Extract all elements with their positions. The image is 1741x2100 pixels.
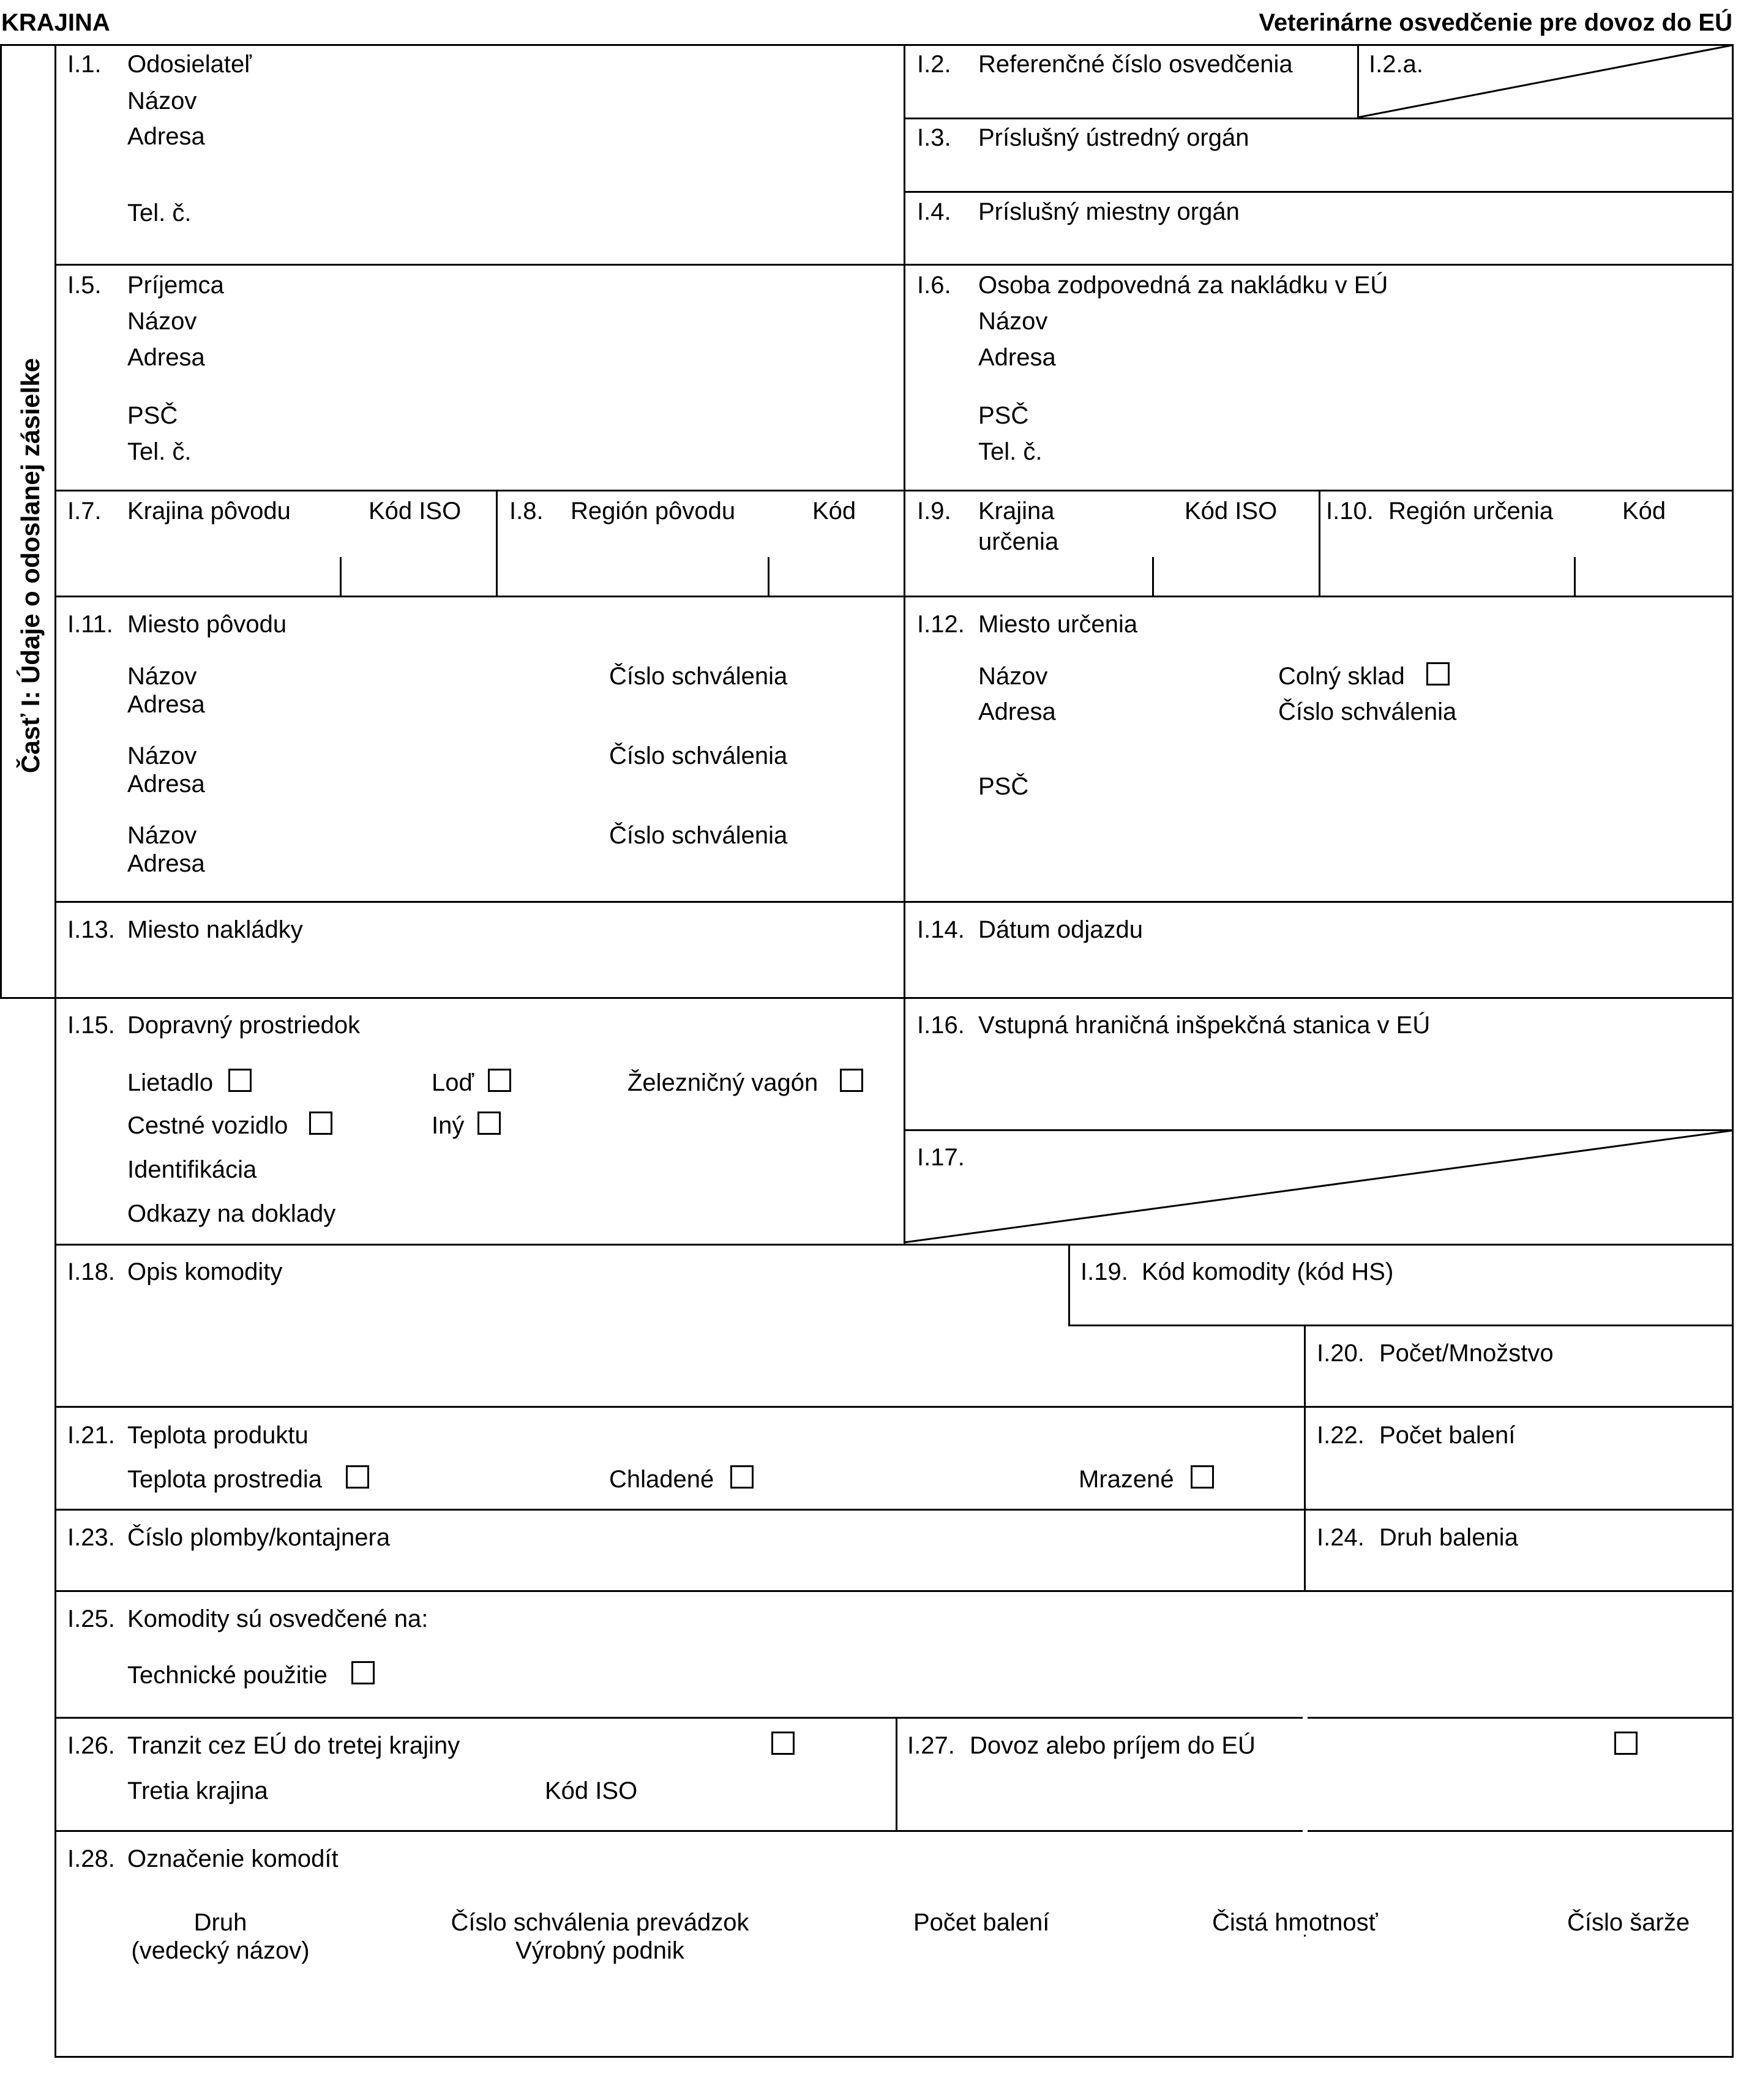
i19-number: I.19.: [1080, 1258, 1128, 1285]
i10-number: I.10.: [1326, 498, 1374, 525]
i18-number: I.18.: [67, 1258, 115, 1285]
i24-title: Druh balenia: [1379, 1524, 1518, 1551]
i28-col-approval-line1: Číslo schválenia prevádzok: [451, 1909, 749, 1936]
i9-title-line2: určenia: [978, 528, 1059, 555]
i3-bottom-line: [904, 191, 1734, 193]
i15-road-label: Cestné vozidlo: [127, 1112, 288, 1139]
i11-approval-2: Číslo schválenia: [609, 742, 788, 769]
i15-rail-label: Železničný vagón: [627, 1069, 818, 1096]
i11-number: I.11.: [67, 611, 113, 638]
row-line-i28: [54, 1830, 1734, 1832]
i2-title: Referenčné číslo osvedčenia: [978, 51, 1293, 78]
i3-title: Príslušný ústredný orgán: [978, 124, 1249, 151]
i7-title: Krajina pôvodu: [127, 498, 291, 525]
i26-checkbox[interactable]: [771, 1732, 795, 1755]
i15-documents: Odkazy na doklady: [127, 1200, 336, 1227]
i28-col-species-line1: Druh: [193, 1909, 247, 1936]
i12-approval: Číslo schválenia: [1278, 698, 1457, 725]
i11-address-2: Adresa: [127, 771, 205, 798]
i21-number: I.21.: [67, 1422, 115, 1449]
i22-number: I.22.: [1317, 1422, 1365, 1449]
i28-col-species-line2: (vedecký názov): [131, 1937, 310, 1964]
i15-plane-checkbox[interactable]: [228, 1069, 252, 1092]
country-label: KRAJINA: [1, 9, 110, 36]
i28-col-approval: [422, 1908, 777, 1965]
i15-other-label: Iný: [432, 1112, 465, 1139]
i2-bottom-line: [1357, 118, 1734, 119]
i20-number: I.20.: [1317, 1340, 1365, 1367]
i9-title-line1: Krajina: [978, 498, 1055, 525]
i21-frozen-checkbox[interactable]: [1191, 1465, 1214, 1489]
i2a-number: I.2.a.: [1369, 51, 1423, 78]
i1-number: I.1.: [67, 51, 102, 78]
i21-frozen-label: Mrazené: [1079, 1466, 1174, 1493]
row-line-i18: [54, 1244, 1734, 1246]
i25-technical-label: Technické použitie: [127, 1662, 328, 1689]
row-line-i15: [54, 997, 1734, 999]
i14-number: I.14.: [917, 916, 965, 943]
i28-col-species: [92, 1908, 349, 1965]
i23-number: I.23.: [67, 1524, 115, 1551]
i9-number: I.9.: [917, 498, 951, 525]
i4-title: Príslušný miestny orgán: [978, 198, 1240, 225]
row-line-i21: [54, 1406, 1734, 1408]
i11-name-3: Názov: [127, 822, 197, 849]
i15-ship-checkbox[interactable]: [488, 1069, 511, 1092]
i15-number: I.15.: [67, 1012, 115, 1039]
i14-title: Dátum odjazdu: [978, 916, 1144, 943]
i22-title: Počet balení: [1379, 1422, 1516, 1449]
i26-code-label: Kód ISO: [545, 1777, 638, 1804]
frame-bottom-line: [54, 2056, 1734, 2058]
i21-chilled-label: Chladené: [609, 1466, 714, 1493]
i4-number: I.4.: [917, 198, 951, 225]
i12-address: Adresa: [978, 698, 1056, 725]
side-bottom-line: [0, 997, 56, 999]
i25-technical-checkbox[interactable]: [351, 1661, 375, 1684]
i1-phone: Tel. č.: [127, 200, 192, 226]
row-line-i11: [54, 596, 1734, 597]
i5-name: Názov: [127, 308, 197, 335]
i6-name: Názov: [978, 308, 1048, 335]
i8-number: I.8.: [509, 498, 544, 525]
i21-title: Teplota produktu: [127, 1422, 309, 1449]
i11-title: Miesto pôvodu: [127, 611, 287, 638]
i10-title: Región určenia: [1388, 498, 1554, 525]
i12-customs-label: Colný sklad: [1278, 663, 1405, 690]
i7-number: I.7.: [67, 498, 102, 525]
divider-mask: [1303, 1592, 1308, 1935]
i28-col-net-weight: Čistá hmotnosť: [1212, 1909, 1378, 1936]
i20-title: Počet/Množstvo: [1379, 1340, 1554, 1367]
i12-customs-checkbox[interactable]: [1426, 662, 1450, 686]
i6-address: Adresa: [978, 344, 1056, 371]
i21-chilled-checkbox[interactable]: [730, 1465, 754, 1489]
i23-title: Číslo plomby/kontajnera: [127, 1524, 391, 1551]
i27-number: I.27.: [907, 1732, 955, 1759]
part-one-side-label: Časť I: Údaje o odoslanej zásielke: [16, 357, 45, 774]
i1-name: Názov: [127, 88, 197, 114]
i1-title: Odosielateľ: [127, 51, 252, 78]
i12-title: Miesto určenia: [978, 611, 1138, 638]
i6-phone: Tel. č.: [978, 438, 1043, 465]
i8-divider: [496, 490, 498, 597]
i6-title: Osoba zodpovedná za nakládku v EÚ: [978, 272, 1388, 299]
i27-divider: [896, 1717, 897, 1831]
i11-name-1: Názov: [127, 663, 197, 690]
i12-name: Názov: [978, 663, 1048, 690]
row-line-i25: [54, 1590, 1734, 1592]
i7-code-tick: [340, 557, 342, 597]
i2-number: I.2.: [917, 51, 951, 78]
i15-title: Dopravný prostriedok: [127, 1012, 361, 1039]
i12-zip: PSČ: [978, 773, 1029, 800]
i19-title: Kód komodity (kód HS): [1142, 1258, 1394, 1285]
i27-title: Dovoz alebo príjem do EÚ: [970, 1732, 1256, 1759]
i5-title: Príjemca: [127, 272, 224, 299]
i17-number: I.17.: [917, 1144, 965, 1171]
i28-col-batch: Číslo šarže: [1567, 1909, 1690, 1936]
i13-number: I.13.: [67, 916, 115, 943]
i11-name-2: Názov: [127, 742, 197, 769]
i8-code-tick: [768, 557, 769, 597]
i28-col-packages: Počet balení: [913, 1909, 1050, 1936]
i16-number: I.16.: [917, 1012, 965, 1039]
i21-ambient-checkbox[interactable]: [346, 1465, 369, 1489]
i5-phone: Tel. č.: [127, 438, 192, 465]
i19-bottom-line: [1068, 1325, 1734, 1326]
i10-code-tick: [1574, 557, 1576, 597]
i6-number: I.6.: [917, 272, 951, 299]
i26-third-country: Tretia krajina: [127, 1777, 268, 1804]
i3-number: I.3.: [917, 124, 951, 151]
i15-other-checkbox[interactable]: [477, 1112, 501, 1135]
i28-title: Označenie komodít: [127, 1845, 339, 1872]
i15-rail-checkbox[interactable]: [840, 1069, 863, 1092]
i2-bottom-line-left: [904, 118, 1360, 119]
row-line-i5: [54, 264, 1734, 266]
i18-title: Opis komodity: [127, 1258, 283, 1285]
row-line-i13: [54, 901, 1734, 903]
i25-title: Komodity sú osvedčené na:: [127, 1605, 429, 1632]
i28-number: I.28.: [67, 1845, 115, 1872]
i24-number: I.24.: [1317, 1524, 1365, 1551]
i10-divider: [1319, 490, 1320, 597]
i25-number: I.25.: [67, 1605, 115, 1632]
i8-title: Región pôvodu: [571, 498, 736, 525]
row-line-i26: [54, 1717, 1734, 1719]
row-line-i23: [54, 1509, 1734, 1511]
i19-divider: [1068, 1244, 1070, 1326]
certificate-title: Veterinárne osvedčenie pre dovoz do EÚ: [1259, 9, 1732, 36]
i11-address-1: Adresa: [127, 691, 205, 718]
i17-diagonal: [904, 1129, 1734, 1244]
i11-address-3: Adresa: [127, 850, 205, 877]
i7-code-label: Kód ISO: [369, 498, 462, 525]
i10-code-label: Kód: [1622, 498, 1666, 525]
i15-ship-label: Loď: [432, 1069, 474, 1096]
middle-divider: [904, 44, 905, 1244]
row-line-i7: [54, 490, 1734, 491]
i21-ambient-label: Teplota prostredia: [127, 1466, 322, 1493]
i28-col-approval-line2: Výrobný podnik: [515, 1937, 684, 1964]
i1-address: Adresa: [127, 123, 205, 150]
i5-number: I.5.: [67, 272, 102, 299]
i15-road-checkbox[interactable]: [309, 1112, 332, 1135]
content-left-line: [54, 44, 56, 2058]
i11-approval-3: Číslo schválenia: [609, 822, 788, 849]
i26-number: I.26.: [67, 1732, 115, 1759]
i9-code-label: Kód ISO: [1185, 498, 1278, 525]
i27-checkbox[interactable]: [1614, 1732, 1638, 1755]
i26-title: Tranzit cez EÚ do tretej krajiny: [127, 1732, 460, 1759]
i9-code-tick: [1152, 557, 1154, 597]
i16-title: Vstupná hraničná inšpekčná stanica v EÚ: [978, 1012, 1431, 1039]
i13-title: Miesto nakládky: [127, 916, 303, 943]
i12-number: I.12.: [917, 611, 965, 638]
i11-approval-1: Číslo schválenia: [609, 663, 788, 690]
i5-address: Adresa: [127, 344, 205, 371]
i15-plane-label: Lietadlo: [127, 1069, 214, 1096]
i6-zip: PSČ: [978, 402, 1029, 429]
i15-identification: Identifikácia: [127, 1156, 257, 1183]
frame-left-line: [0, 44, 2, 999]
i8-code-label: Kód: [812, 498, 856, 525]
i5-zip: PSČ: [127, 402, 178, 429]
frame-right-line: [1732, 44, 1734, 2058]
